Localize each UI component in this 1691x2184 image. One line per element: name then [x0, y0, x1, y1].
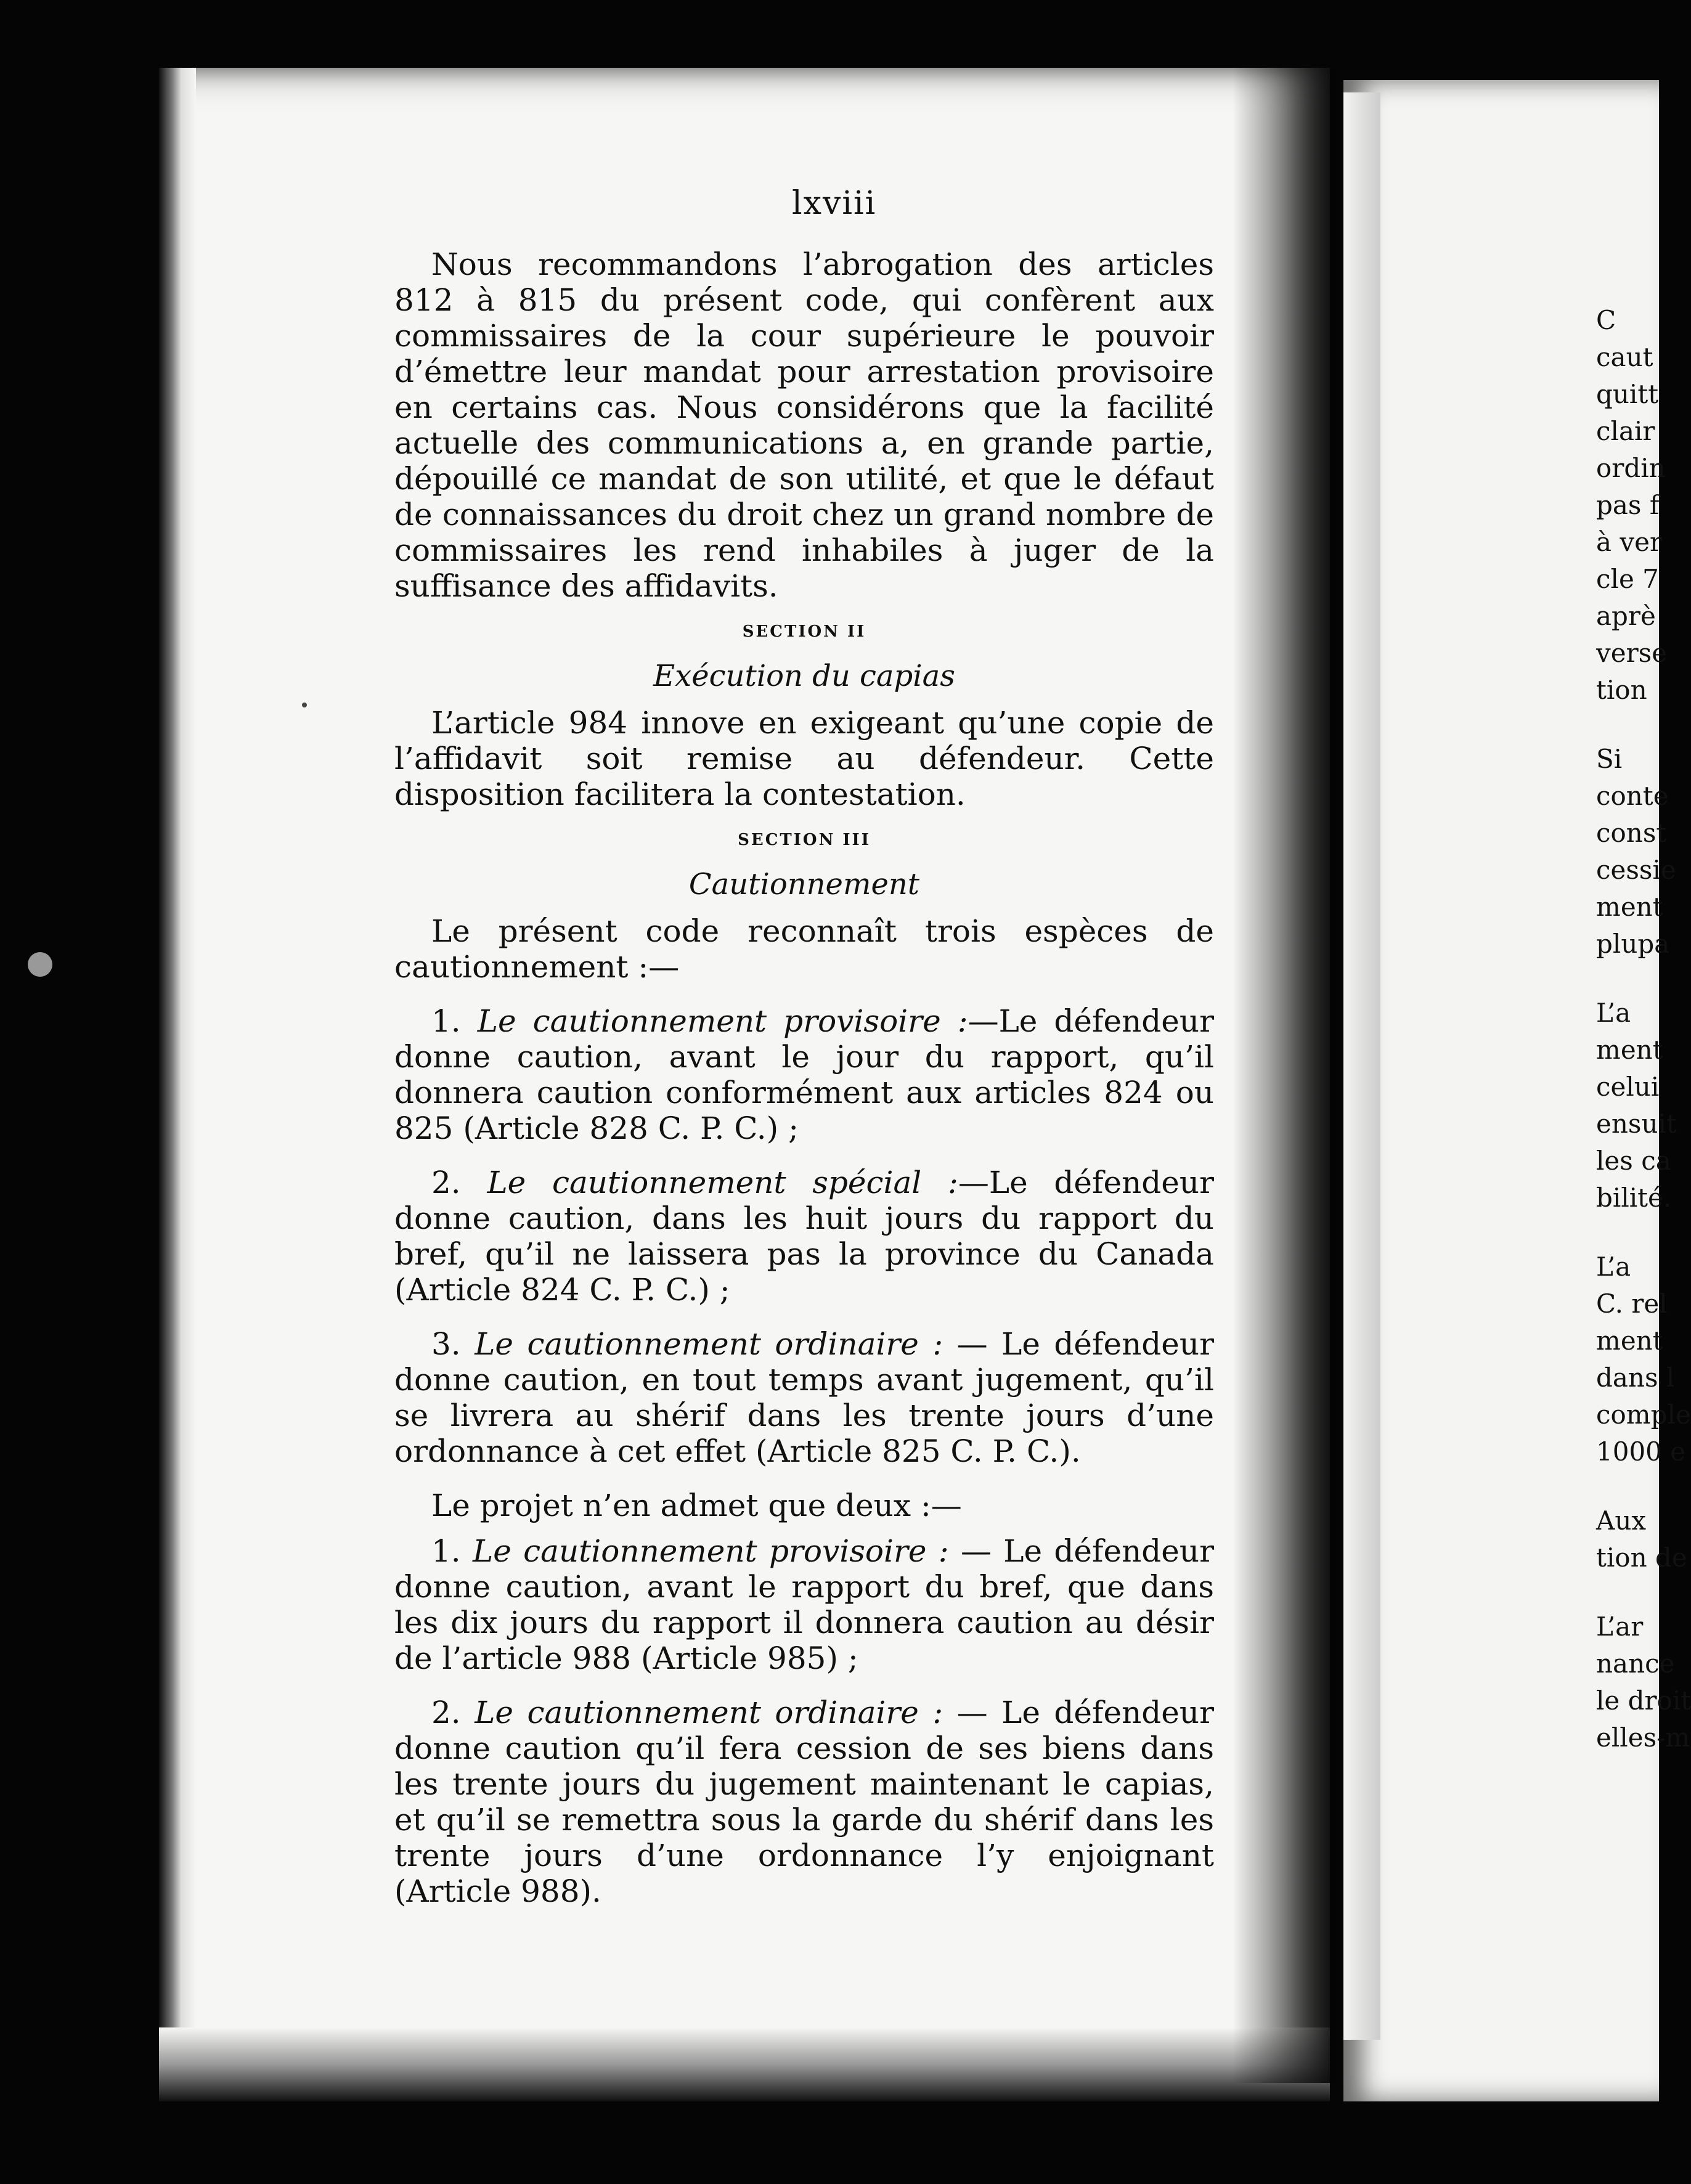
right-page-line: tion [1596, 675, 1647, 705]
paragraph-article-984: L’article 984 innove en exigeant qu’une copie de l’affidavit soit remise au défendeur. Cette disposition facilitera la contestation. [394, 705, 1214, 812]
paragraph-projet: Le projet n’en admet que deux :— [431, 1488, 962, 1523]
section-iii-title: Cautionnement [688, 867, 920, 902]
list-item-present-3 [394, 1326, 1214, 1469]
item-title: Le cautionnement provisoire : [473, 1533, 949, 1569]
right-page-line: conte [1596, 781, 1669, 811]
right-page-line: 1000 e [1596, 1436, 1686, 1467]
binding-strip [159, 68, 196, 2083]
right-page-line: pas f [1596, 490, 1660, 520]
right-page-line: verse [1596, 638, 1668, 668]
right-page-line: C [1596, 305, 1616, 335]
item-text: —Le défendeur donne caution, avant le jour du rapport, qu’il donnera caution conformément aux articles 824 ou 825 (Article 828 C. P. C.) ; [394, 1003, 1214, 1146]
scan-speck [28, 952, 52, 977]
right-page-line: bilité. [1596, 1183, 1672, 1213]
line-gap [1596, 1576, 1691, 1608]
right-page-line: caut [1596, 342, 1653, 372]
item-title: Le cautionnement ordinaire : [475, 1695, 943, 1730]
section-ii-label: SECTION II [742, 622, 866, 641]
right-page-line: dans l [1596, 1363, 1675, 1393]
right-page-line: cessie [1596, 855, 1676, 885]
bottom-edge [159, 2027, 1330, 2101]
right-page-line: const [1596, 818, 1667, 848]
list-item-projet-1 [394, 1533, 1214, 1676]
right-page-line: quitt [1596, 379, 1659, 409]
right-page-line: Si [1596, 744, 1623, 774]
right-page-line: à ver [1596, 527, 1663, 557]
right-page-line: celui [1596, 1072, 1660, 1102]
right-page-line: comple [1596, 1400, 1691, 1430]
item-number: 3. [431, 1326, 461, 1362]
item-title: Le cautionnement spécial : [487, 1165, 958, 1200]
item-number: 2. [431, 1695, 461, 1730]
right-page-line: tion de [1596, 1542, 1687, 1573]
list-item-projet-2 [394, 1695, 1214, 1909]
item-number: 1. [431, 1533, 461, 1569]
line-gap [1596, 709, 1691, 741]
list-item-present-1 [394, 1003, 1214, 1146]
line-gap [1596, 1470, 1691, 1502]
item-text: — Le défendeur donne caution, en tout temps avant jugement, qu’il se livrera au shérif dans les trente jours d’une ordonnance à cet effet (Article 825 C. P. C.). [394, 1326, 1214, 1469]
gutter [1343, 92, 1380, 2040]
item-text: — Le défendeur donne caution, avant le rapport du bref, que dans les dix jours du rapport il donnera caution au désir de l’article 988 (Article 985) ; [394, 1533, 1214, 1676]
right-page-line: les ca [1596, 1146, 1671, 1176]
right-page-line: L’a [1596, 998, 1631, 1028]
right-page-line: ment [1596, 1326, 1663, 1356]
right-page-line: ment [1596, 1035, 1663, 1065]
section-iii-label: SECTION III [738, 831, 871, 849]
right-page-line: ment [1596, 892, 1663, 922]
right-page-line: clair [1596, 416, 1655, 446]
item-number: 1. [431, 1003, 461, 1039]
item-text: —Le défendeur donne caution, dans les huit jours du rapport du bref, qu’il ne laissera pas la province du Canada (Article 824 C. P. C.) ; [394, 1165, 1214, 1308]
line-gap [1596, 963, 1691, 995]
right-page-line: cle 7 [1596, 564, 1659, 594]
item-title: Le cautionnement ordinaire : [475, 1326, 943, 1362]
right-page-line: Aux [1596, 1506, 1647, 1536]
scan-speck [302, 703, 307, 707]
right-page-line: ordin [1596, 453, 1666, 483]
list-item-present-2 [394, 1165, 1214, 1308]
paragraph-trois-especes: Le présent code reconnaît trois espèces de cautionnement :— [394, 913, 1214, 985]
right-page-line: le droit [1596, 1685, 1691, 1716]
right-page-line: L’ar [1596, 1612, 1644, 1642]
section-ii-title: Exécution du capias [653, 659, 955, 693]
right-page-text [1596, 302, 1691, 1756]
right-page-line: ensuit [1596, 1109, 1677, 1139]
left-page-text [394, 247, 1214, 1928]
right-page-line: nance [1596, 1648, 1675, 1679]
right-page-line: L’a [1596, 1252, 1631, 1282]
page-edge-shadow [1233, 68, 1343, 2083]
line-gap [1596, 1216, 1691, 1249]
page-number: lxviii [792, 185, 877, 222]
paragraph-abrogation: Nous recommandons l’abrogation des articles 812 à 815 du présent code, qui confèrent aux commissaires de la cour supérieure le pouvoir d’émettre leur mandat pour arrestation provisoire en certains cas. Nous considérons que la facilité actuelle des communications a, en grande partie, dépouillé ce mandat de son utilité, et que le défaut de connaissances du droit chez un grand nombre de commissaires les rend inhabiles à juger de la suffisance des affidavits. [394, 247, 1214, 604]
right-page-line: plupa [1596, 929, 1670, 959]
item-title: Le cautionnement provisoire : [477, 1003, 968, 1039]
right-page-line: elles-m [1596, 1722, 1690, 1753]
item-text: — Le défendeur donne caution qu’il fera cession de ses biens dans les trente jours du jugement maintenant le capias, et qu’il se remettra sous la garde du shérif dans les trente jours d’une ordonnance l’y enjoignant (Article 988). [394, 1695, 1214, 1909]
right-page-line: C. rel [1596, 1289, 1668, 1319]
right-page-line: aprè [1596, 601, 1656, 631]
item-number: 2. [431, 1165, 461, 1200]
